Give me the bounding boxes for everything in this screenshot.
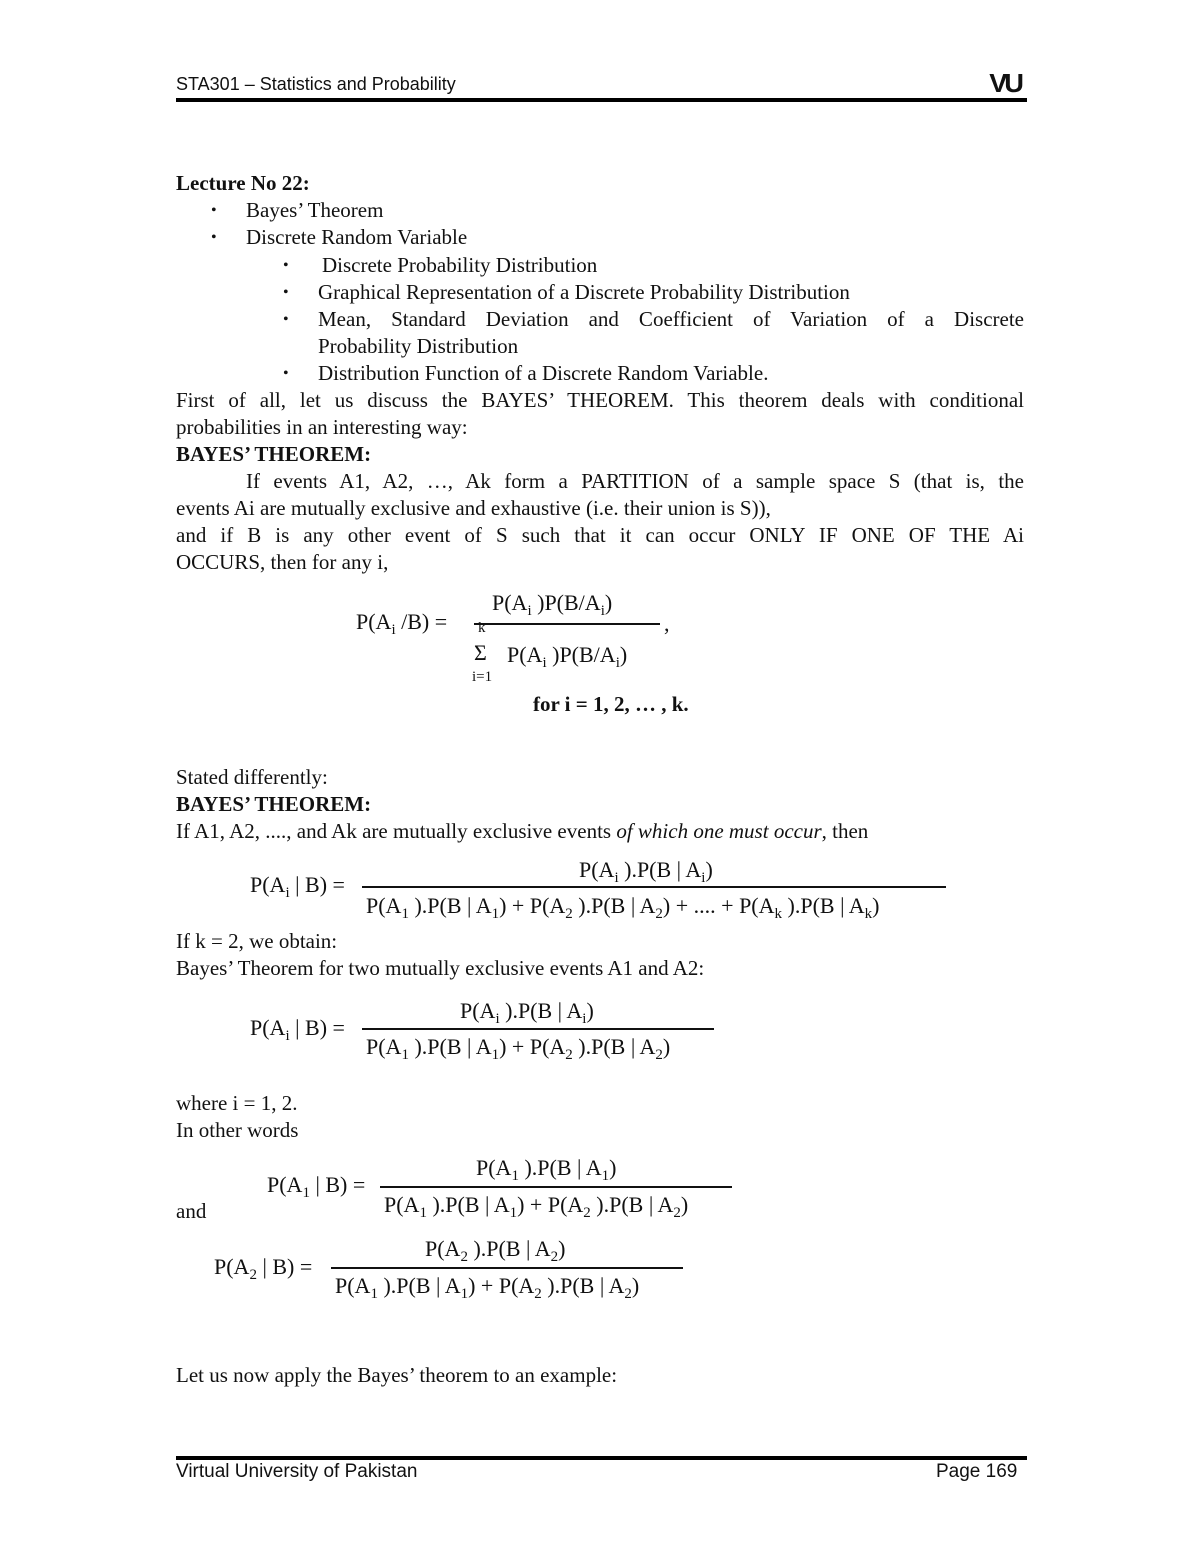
index-range: for i = 1, 2, … , k. [533, 692, 689, 716]
paragraph-line: Let us now apply the Bayes’ theorem to an example: [176, 1363, 618, 1387]
intro-line: First of all, let us discuss the BAYES’ THEOREM. This theorem deals with conditional [176, 388, 1024, 412]
university-name: Virtual University of Pakistan [176, 1461, 418, 1482]
page-number: Page 169 [936, 1461, 1018, 1482]
paragraph-line: If A1, A2, ...., and Ak are mutually exclusive events of which one must occur, then [176, 819, 869, 843]
paragraph-line: events Ai are mutually exclusive and exhaustive (i.e. their union is S)), [176, 496, 771, 520]
bullet-icon: • [283, 257, 289, 274]
subtopic-item: Mean, Standard Deviation and Coefficient of Variation of a Discrete [318, 307, 1024, 331]
intro-line: probabilities in an interesting way: [176, 415, 468, 439]
paragraph-line: In other words [176, 1118, 299, 1142]
bullet-icon: • [283, 311, 289, 328]
footer-rule [176, 1456, 1027, 1460]
and-label: and [176, 1199, 207, 1223]
lecture-title: Lecture No 22: [176, 171, 310, 195]
header-rule [176, 98, 1027, 102]
section-heading: BAYES’ THEOREM: [176, 792, 372, 816]
bullet-icon: • [211, 229, 217, 246]
topic-item: Discrete Random Variable [246, 225, 468, 249]
subtopic-item: Graphical Representation of a Discrete Probability Distribution [318, 280, 850, 304]
subtopic-item: Discrete Probability Distribution [322, 253, 598, 277]
paragraph-line: If k = 2, we obtain: [176, 929, 338, 953]
subtopic-item: Distribution Function of a Discrete Random Variable. [318, 361, 769, 385]
section-heading: BAYES’ THEOREM: [176, 442, 372, 466]
paragraph-line: where i = 1, 2. [176, 1091, 298, 1115]
topic-item: Bayes’ Theorem [246, 198, 384, 222]
bullet-icon: • [283, 284, 289, 301]
vu-logo: VU [989, 68, 1021, 98]
paragraph-line: OCCURS, then for any i, [176, 550, 389, 574]
course-title: STA301 – Statistics and Probability [176, 74, 456, 94]
paragraph-line: and if B is any other event of S such that it can occur ONLY IF ONE OF THE Ai [176, 523, 1024, 547]
bullet-icon: • [211, 202, 217, 219]
bullet-icon: • [283, 365, 289, 382]
paragraph-line: If events A1, A2, …, Ak form a PARTITION of a sample space S (that is, the [246, 469, 1024, 493]
subtopic-item-continued: Probability Distribution [318, 334, 519, 358]
stated-differently: Stated differently: [176, 765, 328, 789]
paragraph-line: Bayes’ Theorem for two mutually exclusive events A1 and A2: [176, 956, 705, 980]
